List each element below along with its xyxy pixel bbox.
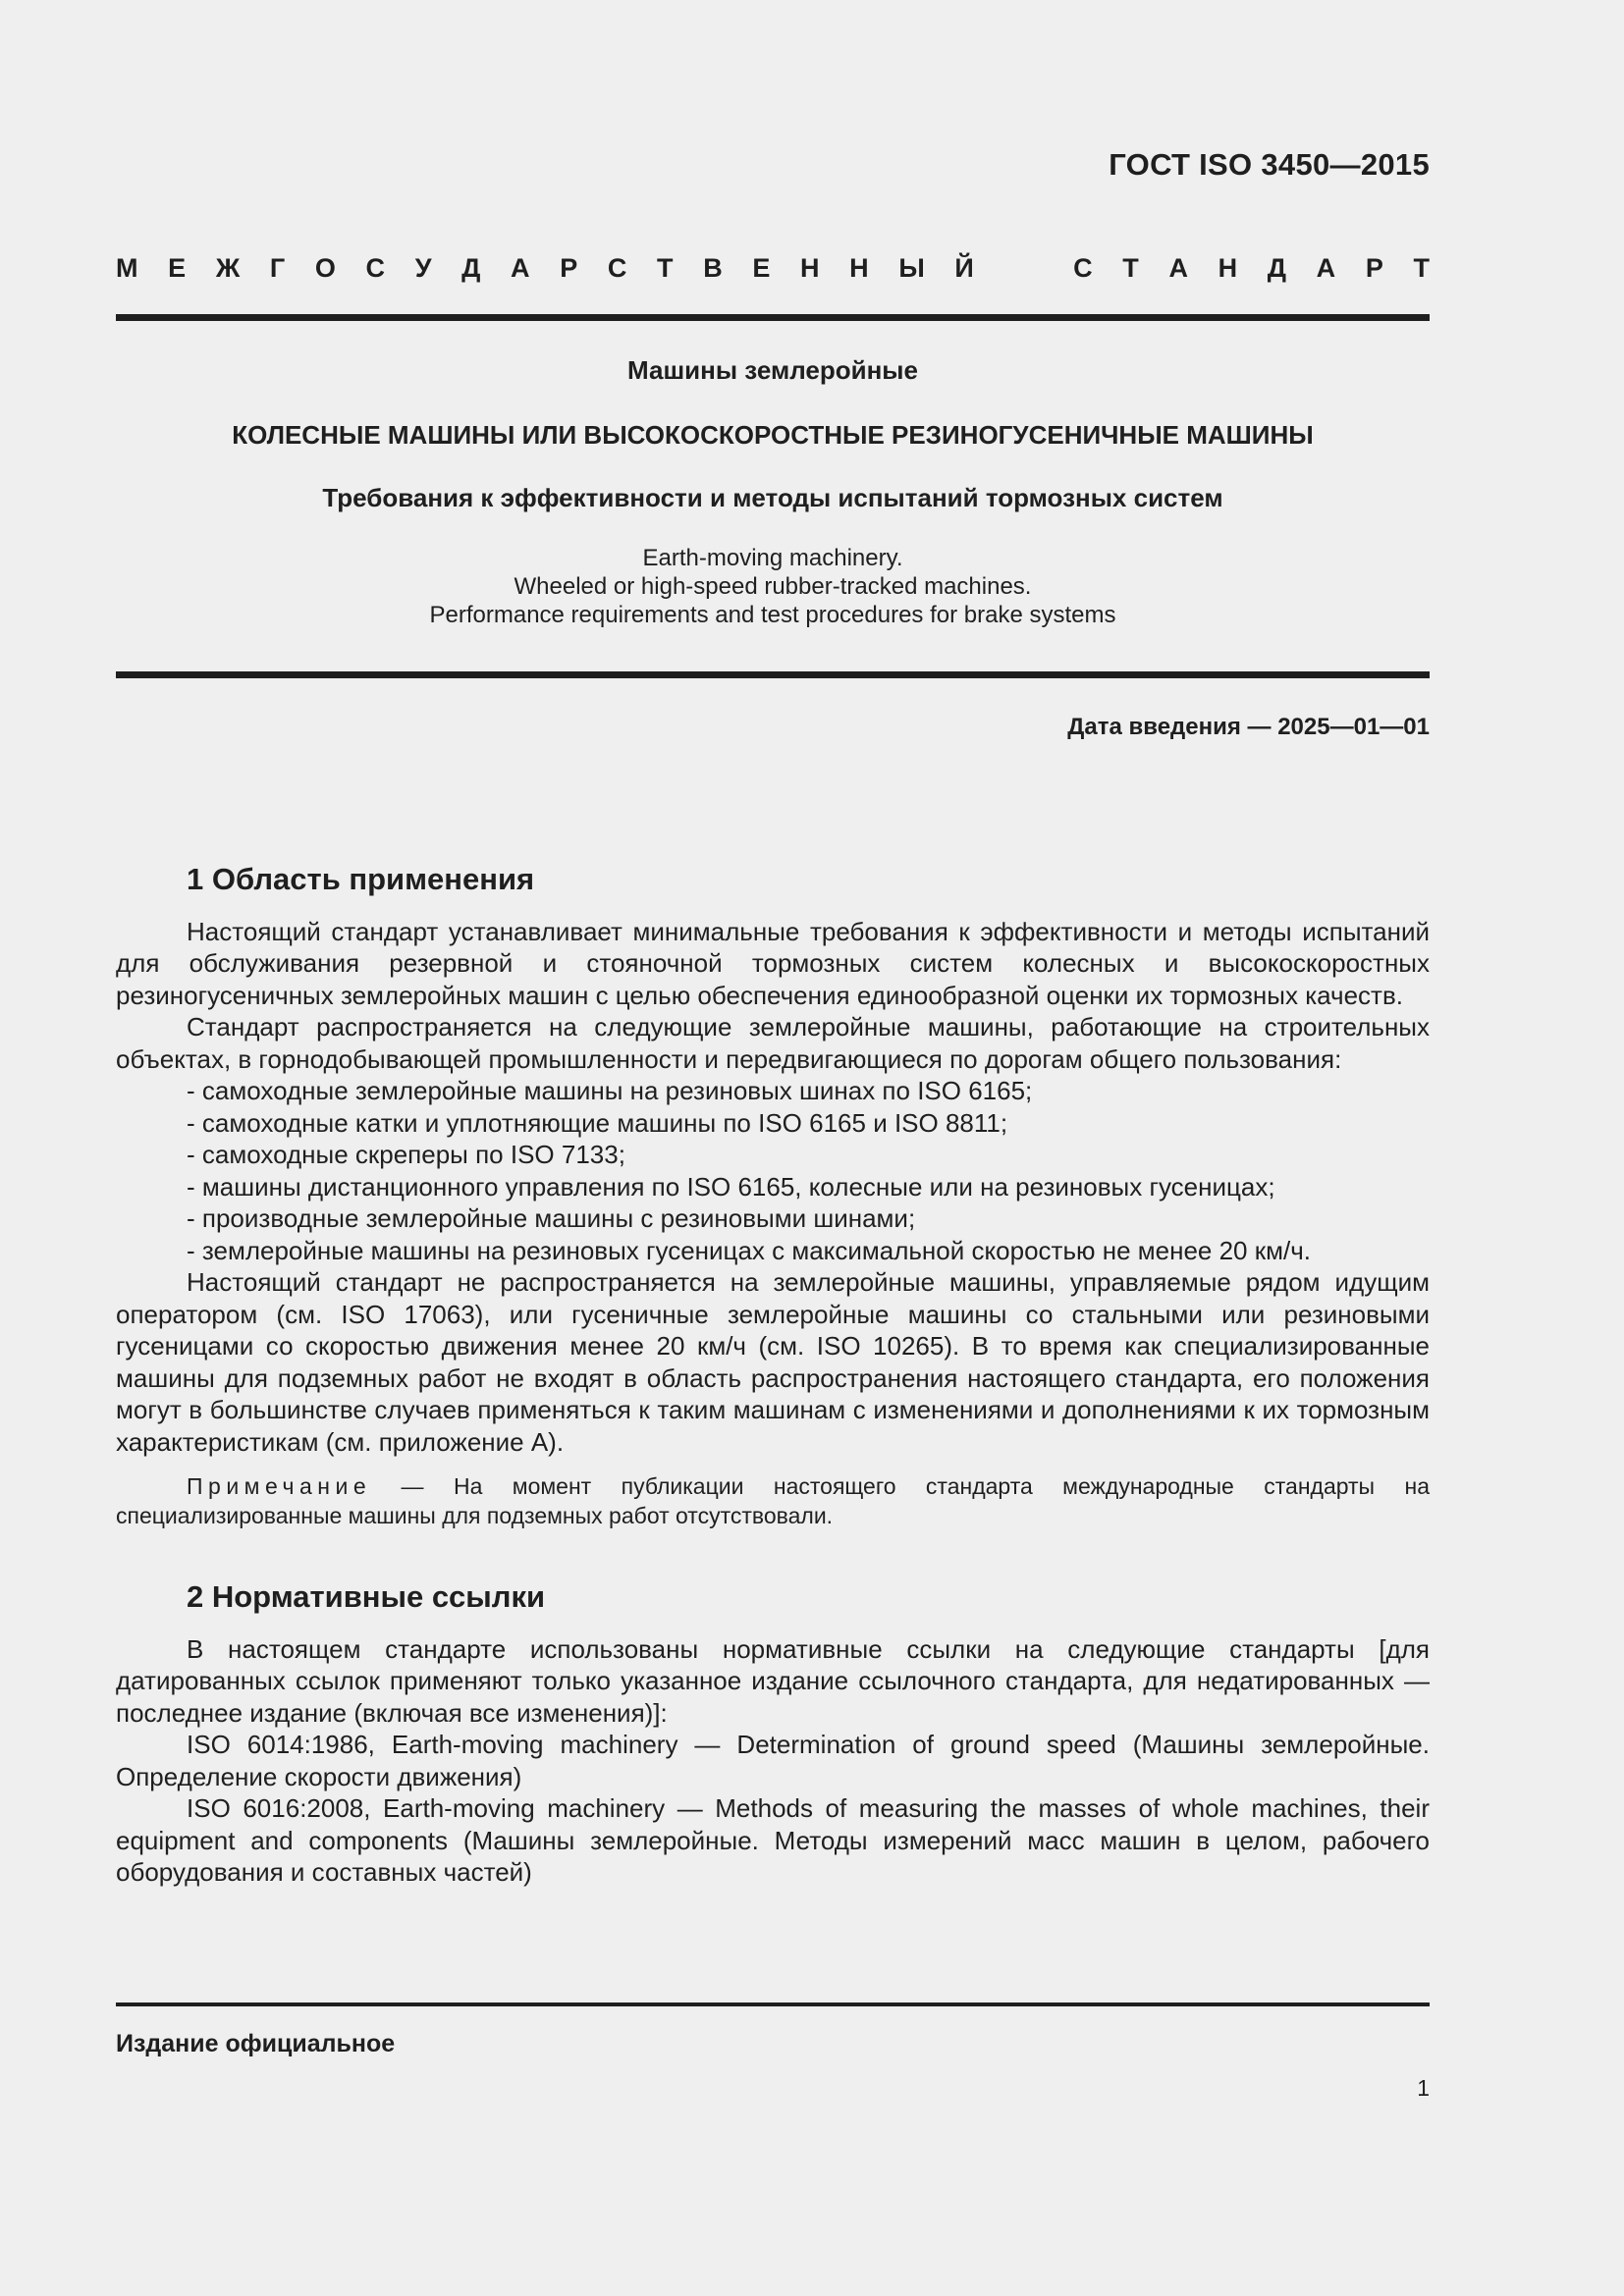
category-letter: В (703, 253, 723, 283)
paragraph: Стандарт распространяется на следующие землеройные машины, работающие на строительных объектах, в горнодобывающей промышленности и передвигающиеся по дорогам общего пользования: (116, 1012, 1430, 1074)
footer-divider (116, 2002, 1430, 2006)
document-body (116, 864, 1430, 1889)
list-item: - самоходные катки и уплотняющие машины по ISO 6165 и ISO 8811; (187, 1107, 1008, 1138)
category-letter: А (1316, 253, 1336, 283)
title-english-line: Wheeled or high-speed rubber-tracked machines. (514, 573, 1032, 600)
category-letter: Й (954, 253, 974, 283)
category-letter: С (365, 253, 386, 283)
list-item: - землеройные машины на резиновых гусеницах с максимальной скоростью не менее 20 км/ч. (187, 1235, 1311, 1265)
category-letter: А (1168, 253, 1188, 283)
category-letter: Н (800, 253, 820, 283)
category-letter: С (607, 253, 627, 283)
category-letter: Т (1413, 253, 1430, 283)
category-letter: Е (752, 253, 771, 283)
section-2-heading: 2 Нормативные ссылки (187, 1579, 546, 1614)
top-divider (116, 314, 1430, 321)
paragraph: Настоящий стандарт не распространяется на землеройные машины, управляемые рядом идущим оператором (см. ISO 17063), или гусеничные землеройные машины со стальными или резиновыми гусеницами со скоростью движения менее 20 км/ч (см. ISO 10265). В то время как специализированные машины для подземных работ не входят в область распространения настоящего стандарта, его положения могут в большинстве случаев применяться к таким машинам с изменениями и дополнениями к их тормозным характеристикам (см. приложение А). (116, 1267, 1430, 1457)
category-letter: Д (1267, 253, 1287, 283)
word-gap (1003, 253, 1043, 284)
standard-number: ГОСТ ISO 3450—2015 (1109, 147, 1430, 182)
category-letter: Н (849, 253, 869, 283)
standard-category (116, 253, 1430, 284)
category-letter: Т (657, 253, 674, 283)
list-item: - самоходные землеройные машины на резиновых шинах по ISO 6165; (187, 1076, 1033, 1105)
category-letter: Р (1365, 253, 1383, 283)
title-english-line: Earth-moving machinery. (642, 545, 903, 571)
paragraph: В настоящем стандарте использованы нормативные ссылки на следующие стандарты [для датированных ссылок применяют только указанное издание ссылочного стандарта, для недатированных — последнее издание (включая все изменения)]: (116, 1633, 1430, 1728)
category-letter: Ы (898, 253, 925, 283)
page-number: 1 (1417, 2075, 1430, 2101)
title-group: Машины землеройные (627, 355, 918, 385)
title-divider (116, 671, 1430, 678)
title-main: КОЛЕСНЫЕ МАШИНЫ ИЛИ ВЫСОКОСКОРОСТНЫЕ РЕЗИНОГУСЕНИЧНЫЕ МАШИНЫ (232, 420, 1314, 450)
note (116, 1471, 1430, 1530)
category-letter: С (1073, 253, 1093, 283)
category-letter: О (314, 253, 336, 283)
category-letter: Е (168, 253, 187, 283)
note-label: Примечание (187, 1473, 372, 1499)
category-letter: У (414, 253, 432, 283)
category-letter: Н (1218, 253, 1238, 283)
list-item: - производные землеройные машины с резиновыми шинами; (187, 1203, 916, 1233)
reference-entry: ISO 6016:2008, Earth-moving machinery — Methods of measuring the masses of whole machines, their equipment and components (Машины землеройные. Методы измерений масс машин в целом, рабочего оборудования и составных частей) (116, 1793, 1430, 1887)
category-letter: М (116, 253, 138, 283)
category-letter: Т (1122, 253, 1139, 283)
list-item: - самоходные скреперы по ISO 7133; (187, 1140, 625, 1169)
reference-entry: ISO 6014:1986, Earth-moving machinery — Determination of ground speed (Машины землеройные. Определение скорости движения) (116, 1730, 1430, 1791)
official-edition-label: Издание официальное (116, 2030, 396, 2057)
title-english-line: Performance requirements and test procedures for brake systems (429, 602, 1116, 628)
category-letter: А (511, 253, 530, 283)
introduction-date: Дата введения — 2025—01—01 (1067, 714, 1430, 740)
category-letter: Р (560, 253, 578, 283)
title-english (116, 544, 1430, 629)
category-letter: Ж (215, 253, 241, 283)
title-subtitle: Требования к эффективности и методы испытаний тормозных систем (322, 483, 1223, 512)
category-letter: Д (461, 253, 481, 283)
note-text: — На момент публикации настоящего стандарта международные стандарты на специализированные машины для подземных работ отсутствовали. (116, 1473, 1430, 1528)
list-item: - машины дистанционного управления по ISO 6165, колесные или на резиновых гусеницах; (187, 1171, 1275, 1201)
paragraph: Настоящий стандарт устанавливает минимальные требования к эффективности и методы испытаний для обслуживания резервной и стояночной тормозных систем колесных и высокоскоростных резиногусеничных землеройных машин с целью обеспечения единообразной оценки их тормозных качеств. (116, 916, 1430, 1010)
category-letter: Г (269, 253, 286, 283)
section-1-heading: 1 Область применения (187, 862, 535, 896)
